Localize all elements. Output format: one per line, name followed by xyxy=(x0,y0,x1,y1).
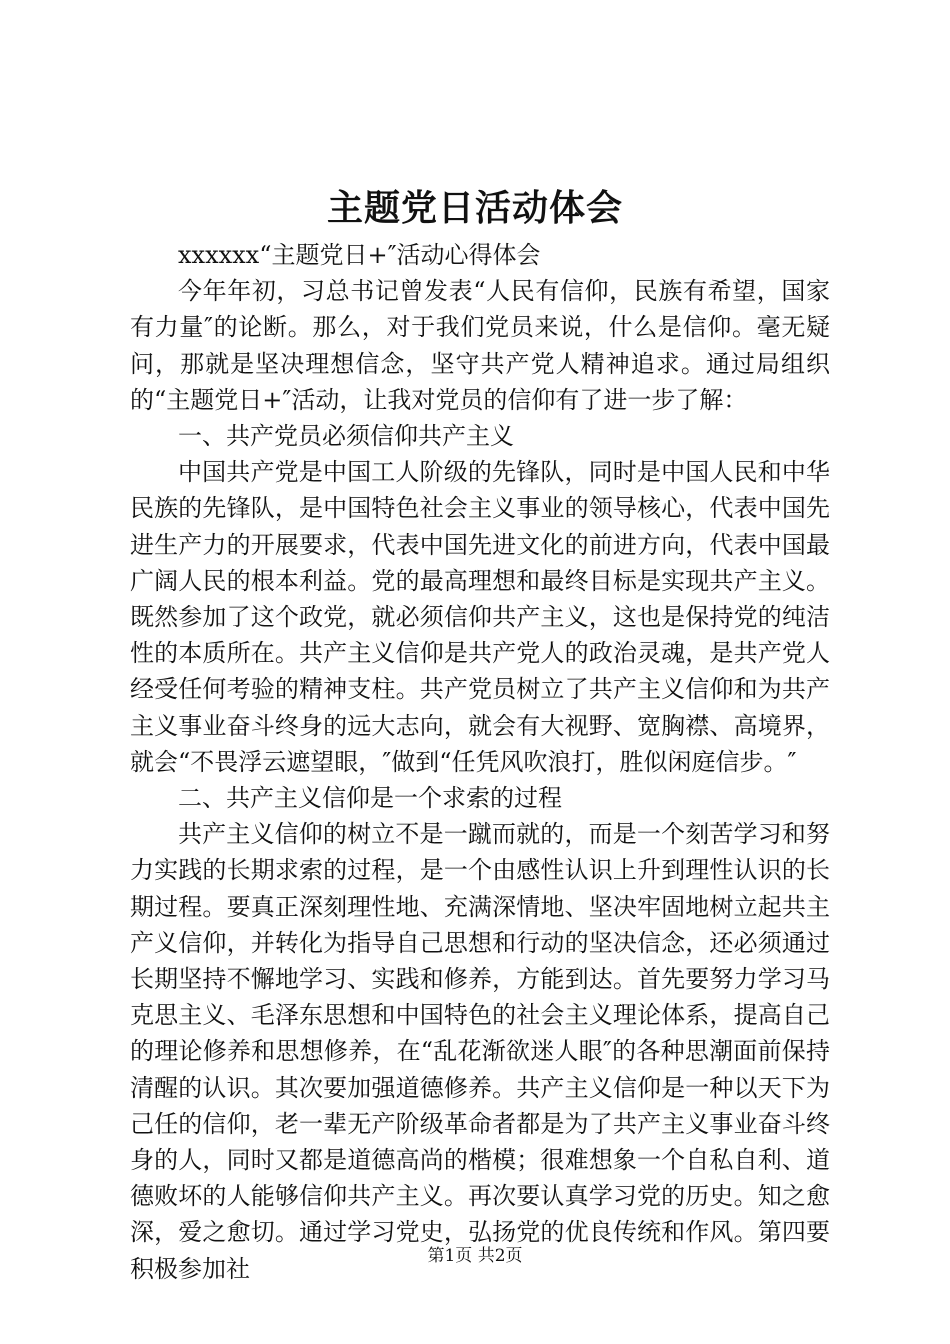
document-title: 主题党日活动体会 xyxy=(326,188,623,229)
section-1-paragraph: 中国共产党是中国工人阶级的先锋队，同时是中国人民和中华民族的先锋队，是中国特色社会主义事业的领导核心，代表中国先进生产力的开展要求，代表中国先进文化的前进方向，代表中国最广阔人民的根本利益。党的最高理想和最终目标是实现共产主义。既然参加了这个政党，就必须信仰共产主义，这也是保持党的纯洁性的本质所在。共产主义信仰是共产党人的政治灵魂，是共产党人经受任何考验的精神支柱。共产党员树立了共产主义信仰和为共产主义事业奋斗终身的远大志向，就会有大视野、宽胸襟、高境界，就会“不畏浮云遮望眼，″做到“任凭风吹浪打，胜似闲庭信步。″ xyxy=(130,458,830,776)
document-body xyxy=(130,237,830,1287)
page-number-footer: 第1页 共2页 xyxy=(427,1246,523,1266)
intro-paragraph: 今年年初，习总书记曾发表“人民有信仰，民族有希望，国家有力量″的论断。那么，对于我们党员来说，什么是信仰。毫无疑问，那就是坚决理想信念，坚守共产党人精神追求。通过局组织的“主题党日+″活动，让我对党员的信仰有了进一步了解： xyxy=(130,277,830,414)
subtitle-paragraph: xxxxxx“主题党日+″活动心得体会 xyxy=(178,241,541,269)
section-heading-1: 一、共产党员必须信仰共产主义 xyxy=(178,422,514,451)
section-2-paragraph: 共产主义信仰的树立不是一蹴而就的，而是一个刻苦学习和努力实践的长期求索的过程，是一个由感性认识上升到理性认识的长期过程。要真正深刻理性地、充满深情地、坚决牢固地树立起共主产义信仰，并转化为指导自己思想和行动的坚决信念，还必须通过长期坚持不懈地学习、实践和修养，方能到达。首先要努力学习马克思主义、毛泽东思想和中国特色的社会主义理论体系，提高自己的理论修养和思想修养，在“乱花渐欲迷人眼″的各种思潮面前保持清醒的认识。其次要加强道德修养。共产主义信仰是一种以天下为己任的信仰，老一辈无产阶级革命者都是为了共产主义事业奋斗终身的人，同时又都是道德高尚的楷模；很难想象一个自私自利、道德败坏的人能够信仰共产主义。再次要认真学习党的历史。知之愈深，爱之愈切。通过学习党史，弘扬党的优良传统和作风。第四要积极参加社 xyxy=(130,820,830,1283)
section-heading-2: 二、共产主义信仰是一个求索的过程 xyxy=(178,784,562,813)
